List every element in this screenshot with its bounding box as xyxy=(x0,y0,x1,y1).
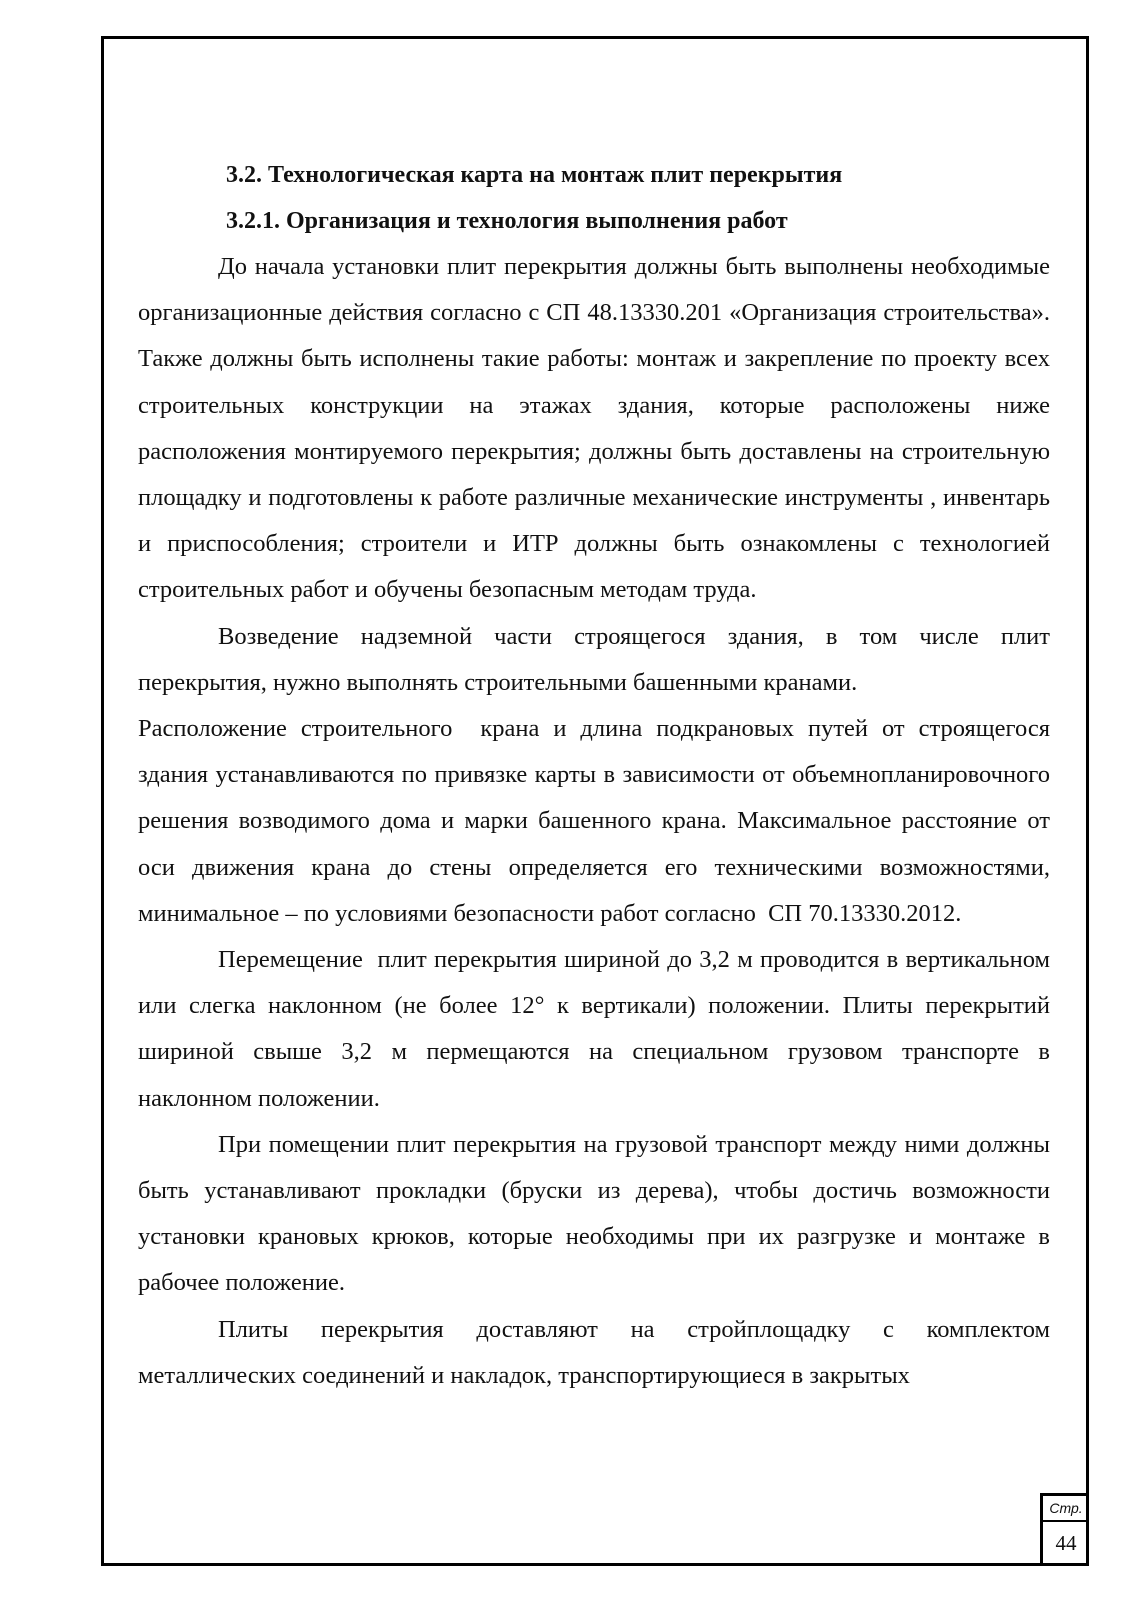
paragraph-preparation: До начала установки плит перекрытия должны быть выполнены необходимые организационные действия согласно с СП 48.13330.201 «Организация строительства». Также должны быть исполнены такие работы: монтаж и закрепление по проекту всех строительных конструкции на этажах здания, которые расположены ниже расположения монтируемого перекрытия; должны быть доставлены на строительную площадку и подготовлены к работе различные механические инструменты , инвентарь и приспособления; строители и ИТР должны быть ознакомлены с технологией строительных работ и обучены безопасным методам труда. xyxy=(138,253,1050,604)
document-body xyxy=(138,152,1057,1399)
section-heading: 3.2. Технологическая карта на монтаж плит перекрытия xyxy=(226,162,843,188)
page-number: 44 xyxy=(1055,1531,1077,1555)
page-label: Стр. xyxy=(1043,1496,1089,1522)
paragraph-crane-placement: Расположение строительного крана и длина подкрановых путей от строящегося здания устанавливаются по привязке карты в зависимости от объемнопланировочного решения возводимого дома и марки башенного крана. Максимальное расстояние от оси движения крана до стены определяется его техническими возможностями, минимальное – по условиями безопасности работ согласно СП 70.13330.2012. xyxy=(138,715,1057,927)
paragraph-spacers: При помещении плит перекрытия на грузовой транспорт между ними должны быть устанавливают прокладки (бруски из дерева), чтобы достичь возможности установки крановых крюков, которые необходимы при их разгрузке и монтаже в рабочее положение. xyxy=(138,1130,1050,1297)
paragraph-erection: Возведение надземной части строящегося здания, в том числе плит перекрытия, нужно выполнять строительными башенными кранами. xyxy=(138,622,1050,696)
paragraph-transport-width: Перемещение плит перекрытия шириной до 3,2 м проводится в вертикальном или слегка наклонном (не более 12° к вертикали) положении. Плиты перекрытий шириной свыше 3,2 м пермещаются на специальном грузовом транспорте в наклонном положении. xyxy=(138,946,1057,1112)
paragraph-delivery: Плиты перекрытия доставляют на стройплощадку с комплектом металлических соединений и накладок, транспортирующиеся в закрытых xyxy=(138,1315,1050,1389)
subsection-heading: 3.2.1. Организация и технология выполнения работ xyxy=(226,208,788,234)
page-number-stamp xyxy=(1040,1493,1089,1566)
